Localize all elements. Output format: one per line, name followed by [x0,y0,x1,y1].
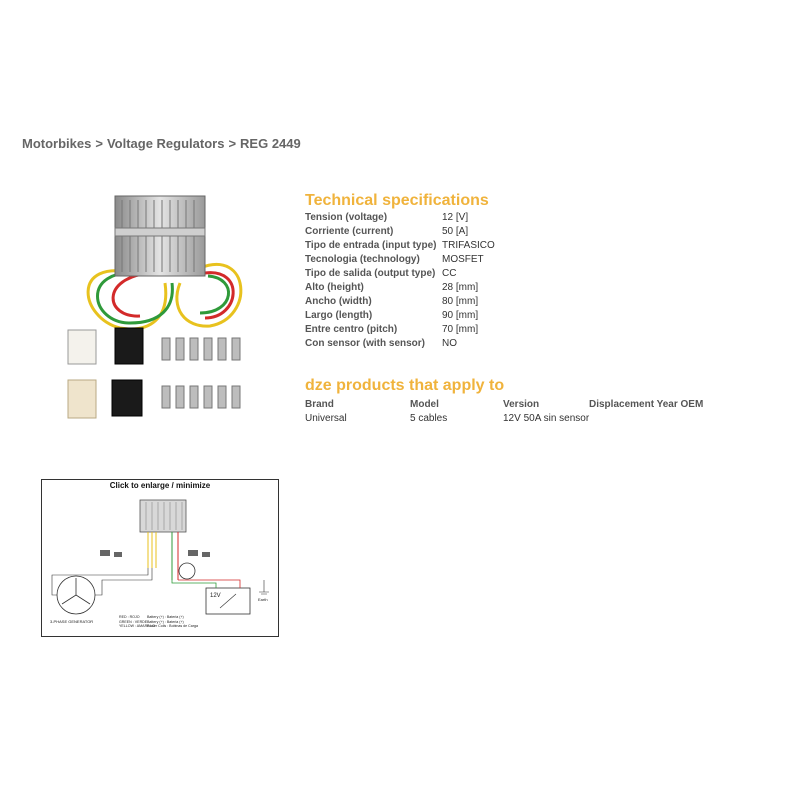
legend-item: RED : ROJO [119,615,140,619]
legend-item: GREEN : VERDE [119,619,148,624]
wiring-diagram[interactable] [41,479,279,637]
spec-label: Tecnologia (technology) [305,254,420,265]
applications-heading: dze products that apply to [305,377,505,394]
cell-version: 12V 50A sin sensor [503,412,590,424]
spec-row [305,281,495,295]
spec-label: Corriente (current) [305,226,394,237]
diagram-caption[interactable]: Click to enlarge / minimize [109,481,211,490]
spec-label: Tipo de entrada (input type) [305,240,437,251]
applications-table [305,397,729,425]
spec-value: 70 [mm] [442,324,479,335]
spec-value: MOSFET [442,254,484,265]
spec-row [305,267,495,281]
spec-value: NO [442,338,457,349]
battery-label: 12V [210,593,221,599]
breadcrumb [22,136,301,151]
legend-item: Power Coils : Bobinas de Carga [147,624,198,629]
spec-value: 28 [mm] [442,282,479,293]
breadcrumb-separator: > [228,136,237,151]
spec-label: Largo (length) [305,310,373,321]
col-displacement-year-oem: Displacement Year OEM [589,398,704,410]
wiring-diagram-drawing [42,480,278,636]
spec-row [305,239,495,253]
spec-row [305,211,495,225]
cell-brand: Universal [305,412,347,424]
spec-value: 90 [mm] [442,310,479,321]
spec-value: CC [442,268,457,279]
breadcrumb-current: REG 2449 [240,136,301,151]
spec-value: 50 [A] [442,226,469,237]
cell-model: 5 cables [410,412,448,424]
spec-table [305,211,495,351]
spec-value: 12 [V] [442,212,469,223]
spec-row [305,295,495,309]
product-photo[interactable] [60,188,280,438]
spec-row [305,225,495,239]
spec-label: Tipo de salida (output type) [305,268,436,279]
spec-label: Entre centro (pitch) [305,324,398,335]
spec-row [305,337,495,351]
spec-row [305,309,495,323]
legend-item: Battery (+) : Bateria (+) [147,619,184,624]
spec-value: 80 [mm] [442,296,479,307]
col-model: Model [410,398,439,410]
wire-function-legend [147,615,198,629]
col-version: Version [503,398,540,410]
spec-value: TRIFASICO [442,240,495,251]
spec-label: Con sensor (with sensor) [305,338,426,349]
spec-label: Ancho (width) [305,296,372,307]
legend-item: YELLOW : AMARILLO [119,624,155,629]
col-brand: Brand [305,398,334,410]
spec-row [305,323,495,337]
spec-label: Tension (voltage) [305,212,388,223]
legend-item: Battery (+) : Bateria (+) [147,615,184,619]
breadcrumb-separator: > [95,136,103,151]
breadcrumb-motorbikes[interactable]: Motorbikes [22,136,92,151]
applications-header-row [305,397,729,411]
generator-label: 3-PHASE GENERATOR [50,619,94,624]
technical-specifications-heading: Technical specifications [305,192,489,209]
spec-row [305,253,495,267]
ground-label: Earth [258,597,268,602]
breadcrumb-voltage-regulators[interactable]: Voltage Regulators [106,136,225,151]
table-row [305,411,729,425]
spec-label: Alto (height) [305,282,364,293]
